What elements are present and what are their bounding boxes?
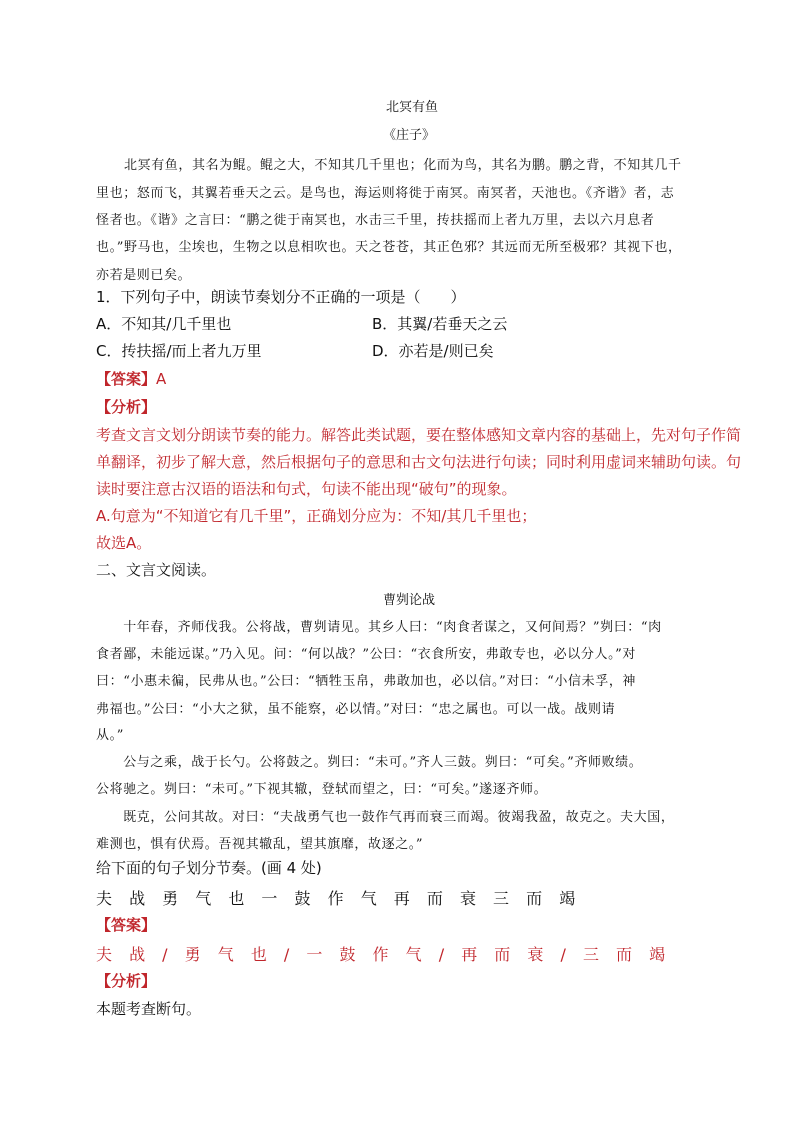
passage2-line: 食者鄙，未能远谋。”乃入见。问：“何以战？”公曰：“衣食所安，弗敢专也，必以分人。”对 [96,647,637,662]
passage-line: 怪者也。《谐》之言曰：“鹏之徙于南冥也，水击三千里，抟扶摇而上者九万里，去以六月息者 [96,213,655,228]
passage2-line: 从。” [96,728,124,743]
analysis-line: 故选A。 [96,534,152,552]
question2-stem: 给下面的句子划分节奏。(画 4 处) [96,859,322,877]
passage-line: 里也；怒而飞，其翼若垂天之云。是鸟也，海运则将徙于南冥。南冥者，天池也。《齐谐》者，志 [96,186,675,201]
analysis-tag: 【分析】 [96,398,157,416]
analysis-line: 单翻译，初步了解大意，然后根据句子的意思和古文句法进行句读；同时利用虚词来辅助句读。句 [96,453,742,471]
passage2-line: 难测也，惧有伏焉。吾视其辙乱，望其旗靡，故逐之。” [96,837,424,852]
passage2-line: 十年春，齐师伐我。公将战，曹刿请见。其乡人曰：“肉食者谋之，又何间焉？”刿曰：“肉 [96,620,662,635]
option-c: C．抟扶摇/而上者九万里 [96,342,262,360]
analysis-line: 考查文言文划分朗读节奏的能力。解答此类试题，要在整体感知文章内容的基础上，先对句子作简 [96,426,742,444]
passage2-title: 曹刿论战 [383,593,436,608]
question2-sentence: 夫 战 勇 气 也 一 鼓 作 气 再 而 衰 三 而 竭 [96,889,582,908]
analysis-line: 读时要注意古汉语的语法和句式，句读不能出现“破句”的现象。 [96,480,517,498]
passage2-line: 弗福也。”公曰：“小大之狱，虽不能察，必以情。”对曰：“忠之属也。可以一战。战则请 [96,702,616,717]
option-a: A．不知其/几千里也 [96,315,232,333]
analysis-line: A.句意为“不知道它有几千里”，正确划分应为：不知/其几千里也； [96,507,537,525]
analysis-text: 本题考查断句。 [96,1000,202,1018]
passage-source: 《庄子》 [383,128,436,143]
passage-line: 北冥有鱼，其名为鲲。鲲之大，不知其几千里也；化而为鸟，其名为鹏。鹏之背，不知其几千 [124,158,682,173]
passage-title: 北冥有鱼 [386,100,439,115]
option-b: B．其翼/若垂天之云 [372,315,508,333]
passage2-line: 既克，公问其故。对曰：“夫战勇气也一鼓作气再而衰三而竭。彼竭我盈，故克之。夫大国， [96,810,675,825]
answer-text: 夫 战 / 勇 气 也 / 一 鼓 作 气 / 再 而 衰 / 三 而 竭 [96,945,672,964]
option-d: D．亦若是/则已矣 [372,342,494,360]
passage-line: 亦若是则已矣。 [96,268,192,283]
answer-row [96,368,166,389]
passage-line: 也。”野马也，尘埃也，生物之以息相吹也。天之苍苍，其正色邪？其远而无所至极邪？其视下也， [96,240,682,255]
question-stem: 1．下列句子中，朗读节奏划分不正确的一项是（ ） [96,288,466,306]
passage2-line: 曰：“小惠未徧，民弗从也。”公曰：“牺牲玉帛，弗敢加也，必以信。”对曰：“小信未孚，神 [96,674,637,689]
answer-tag: 【答案】 [96,370,157,388]
answer-tag: 【答案】 [96,916,157,934]
analysis-tag: 【分析】 [96,972,157,990]
answer-value: A [156,370,167,388]
passage2-line: 公将驰之。刿曰：“未可。”下视其辙，登轼而望之，曰：“可矣。”遂逐齐师。 [96,782,548,797]
passage2-line: 公与之乘，战于长勺。公将鼓之。刿曰：“未可。”齐人三鼓。刿曰：“可矣。”齐师败绩。 [96,755,643,770]
section-heading: 二、文言文阅读。 [96,561,217,579]
